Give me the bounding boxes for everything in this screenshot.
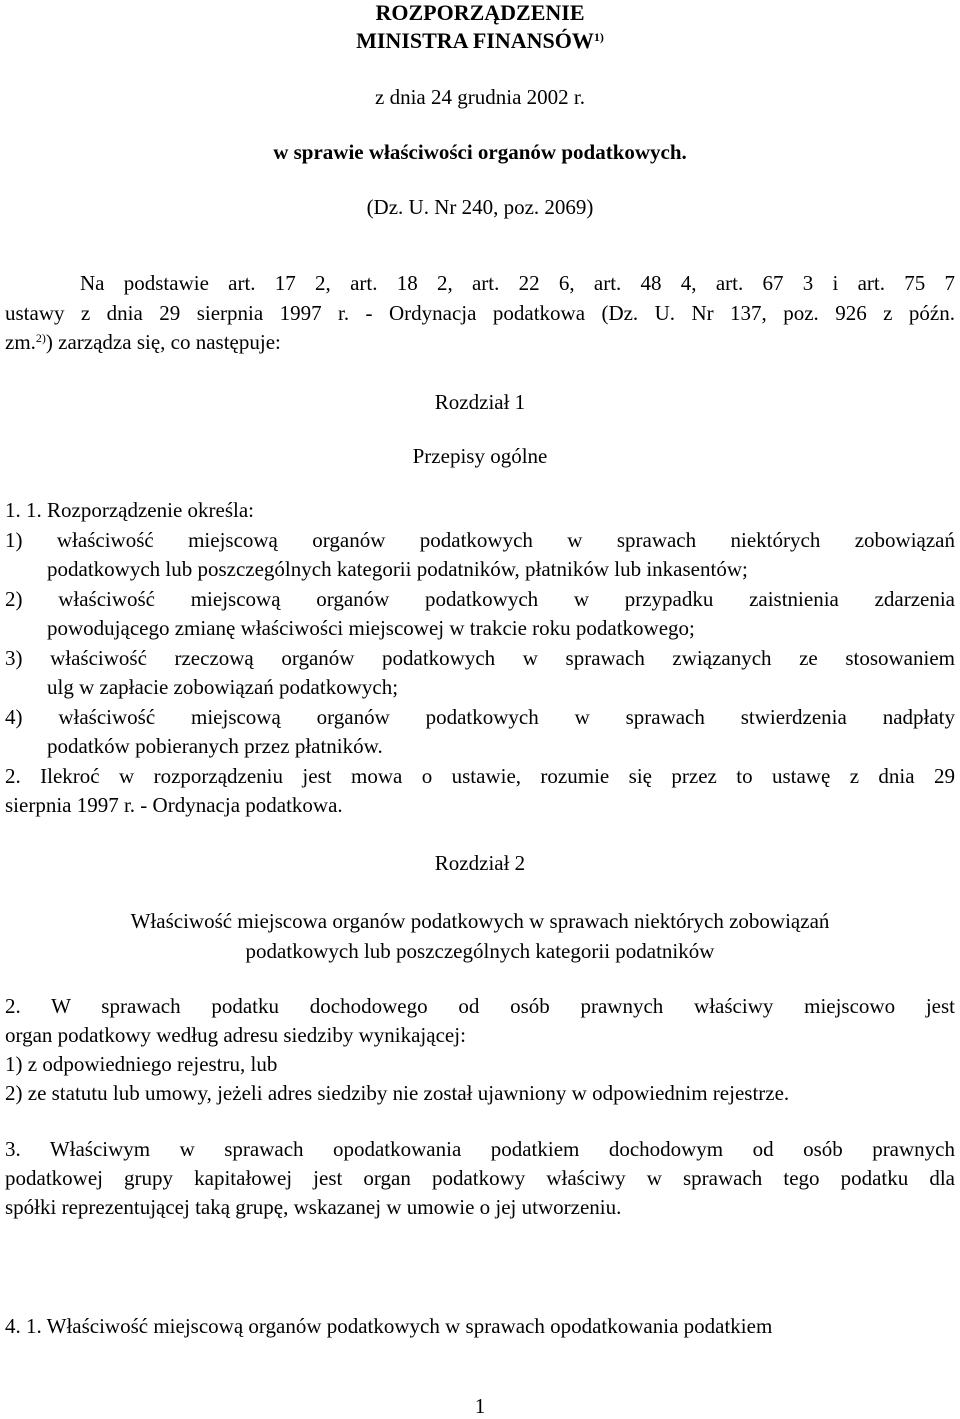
footnote-ref-2: 2) (35, 331, 46, 345)
preamble-line-2: ustawy z dnia 29 sierpnia 1997 r. - Ordynacja podatkowa (Dz. U. Nr 137, poz. 926 z późn. (5, 301, 955, 325)
section-2-line-3: 1) z odpowiedniego rejestru, lub (5, 1052, 278, 1076)
act-subject: w sprawie właściwości organów podatkowych. (273, 140, 687, 164)
section-1-item-3-line-2: ulg w zapłacie zobowiązań podatkowych; (47, 675, 399, 699)
section-1-item-4-line-2: podatków pobieranych przez płatników. (47, 734, 383, 758)
section-1-item-2-line-2: powodującego zmianę właściwości miejscowej w trakcie roku podatkowego; (47, 616, 695, 640)
page-number: 1 (474, 1394, 486, 1418)
title-line-2: MINISTRA FINANSÓW$^{1)}$ (356, 28, 604, 53)
section-2-line-4: 2) ze statutu lub umowy, jeżeli adres siedziby nie został ujawniony w odpowiednim rejestrze. (5, 1081, 790, 1105)
section-1-par-2-line-1: 2. Ilekroć w rozporządzeniu jest mowa o ustawie, rozumie się przez to ustawę z dnia 29 (5, 764, 955, 788)
section-1-par-2-line-2: sierpnia 1997 r. - Ordynacja podatkowa. (5, 793, 343, 817)
section-1-item-1-line-1: 1) właściwość miejscową organów podatkowych w sprawach niektórych zobowiązań (5, 528, 955, 552)
section-4-line-1: 4. 1. Właściwość miejscową organów podatkowych w sprawach opodatkowania podatkiem (5, 1314, 773, 1338)
act-date: z dnia 24 grudnia 2002 r. (375, 85, 585, 109)
section-3-line-2: podatkowej grupy kapitałowej jest organ podatkowy właściwy w sprawach tego podatku dla (5, 1166, 955, 1190)
chapter-2-title-line-1: Właściwość miejscowa organów podatkowych w sprawach niektórych zobowiązań (130, 909, 830, 933)
preamble-line-1: Na podstawie art. 17 2, art. 18 2, art. 22 6, art. 48 4, art. 67 3 i art. 75 7 (80, 271, 955, 295)
section-1-item-3-line-1: 3) właściwość rzeczową organów podatkowych w sprawach związanych ze stosowaniem (5, 646, 955, 670)
section-2-line-2: organ podatkowy według adresu siedziby wynikającej: (5, 1023, 466, 1047)
chapter-2-title-line-2: podatkowych lub poszczególnych kategorii podatników (245, 939, 715, 963)
chapter-2-label: Rozdział 2 (434, 851, 526, 875)
section-1-item-2-line-1: 2) właściwość miejscową organów podatkowych w przypadku zaistnienia zdarzenia (5, 587, 955, 611)
section-2-line-1: 2. W sprawach podatku dochodowego od osób prawnych właściwy miejscowo jest (5, 994, 955, 1018)
section-1-item-4-line-1: 4) właściwość miejscową organów podatkowych w sprawach stwierdzenia nadpłaty (5, 705, 955, 729)
section-3-line-3: spółki reprezentującej taką grupę, wskazanej w umowie o jej utworzeniu. (5, 1195, 622, 1219)
title-line-1: ROZPORZĄDZENIE (375, 0, 585, 25)
journal-reference: (Dz. U. Nr 240, poz. 2069) (366, 195, 594, 219)
section-1-lead: 1. 1. Rozporządzenie określa: (5, 498, 254, 522)
section-1-item-1-line-2: podatkowych lub poszczególnych kategorii podatników, płatników lub inkasentów; (47, 557, 748, 581)
section-3-line-1: 3. Właściwym w sprawach opodatkowania podatkiem dochodowym od osób prawnych (5, 1137, 955, 1161)
footnote-ref-1: 1) (593, 30, 604, 44)
chapter-1-title: Przepisy ogólne (412, 444, 548, 468)
preamble-line-3: zm.$^{2)}$) zarządza się, co następuje: (5, 330, 281, 354)
chapter-1-label: Rozdział 1 (434, 390, 526, 414)
